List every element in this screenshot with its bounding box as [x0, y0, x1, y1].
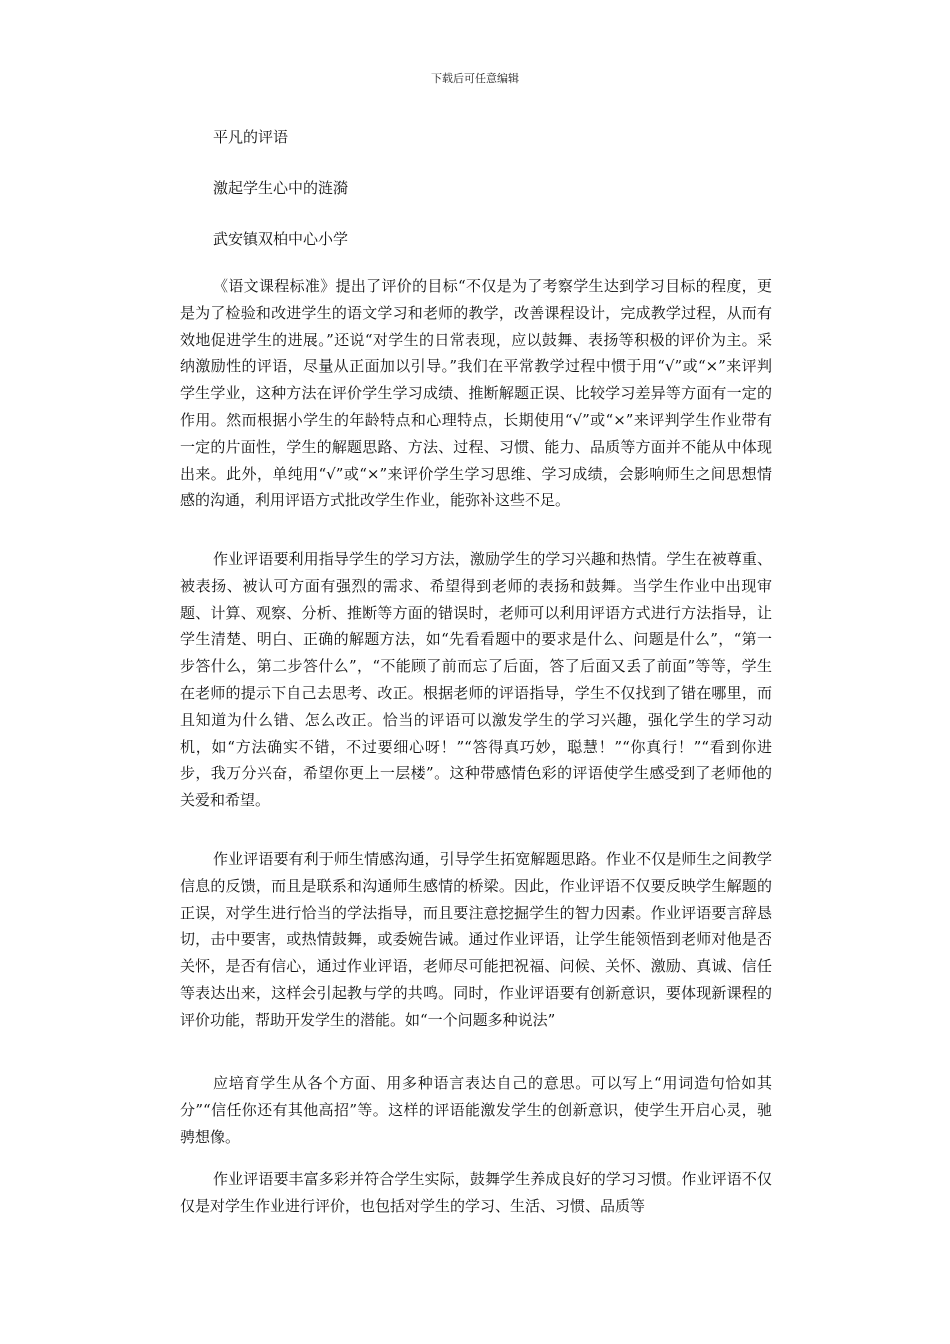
- paragraph-2: 作业评语要利用指导学生的学习方法，激励学生的学习兴趣和热情。学生在被尊重、被表扬、被认可方面有强烈的需求、希望得到老师的表扬和鼓舞。当学生作业中出现审题、计算、观察、分析、推断等方面的错误时，老师可以利用评语方式进行方法指导，让学生清楚、明白、正确的解题方法，如“先看看题中的要求是什么、问题是什么”，“第一步答什么，第二步答什么”，“不能顾了前而忘了后面，答了后面又丢了前面”等等，学生在老师的提示下自己去思考、改正。根据老师的评语指导，学生不仅找到了错在哪里，而且知道为什么错、怎么改正。恰当的评语可以激发学生的学习兴趣，强化学生的学习动机，如“方法确实不错，不过要细心呀！”“答得真巧妙，聪慧！”“你真行！”“看到你进步，我万分兴奋，希望你更上一层楼”。这种带感情色彩的评语使学生感受到了老师他的关爱和希望。: [180, 550, 772, 810]
- title-line-1: 平凡的评语: [213, 128, 289, 146]
- title-line-2: 激起学生心中的涟漪: [213, 179, 349, 197]
- paragraph-1: 《语文课程标准》提出了评价的目标“不仅是为了考察学生达到学习目标的程度，更是为了检验和改进学生的语文学习和老师的教学，改善课程设计，完成教学过程，从而有效地促进学生的进展。”还说“对学生的日常表现，应以鼓舞、表扬等积极的评价为主。采纳激励性的评语，尽量从正面加以引导。”我们在平常教学过程中惯于用“√”或“×”来评判学生学业，这种方法在评价学生学习成绩、推断解题正误、比较学习差异等方面有一定的作用。然而根据小学生的年龄特点和心理特点，长期使用“√”或“×”来评判学生作业带有一定的片面性，学生的解题思路、方法、过程、习惯、能力、品质等方面并不能从中体现出来。此外，单纯用“√”或“×”来评价学生学习思维、学习成绩，会影响师生之间思想情感的沟通，利用评语方式批改学生作业，能弥补这些不足。: [180, 277, 772, 510]
- title-line-3: 武安镇双柏中心小学: [213, 230, 349, 248]
- paragraph-5: 作业评语要丰富多彩并符合学生实际，鼓舞学生养成良好的学习习惯。作业评语不仅仅是对学生作业进行评价，也包括对学生的学习、生活、习惯、品质等: [180, 1170, 772, 1215]
- paragraph-4: 应培育学生从各个方面、用多种语言表达自己的意思。可以写上“用词造句恰如其分”“信任你还有其他高招”等。这样的评语能激发学生的创新意识，使学生开启心灵，驰骋想像。: [180, 1074, 772, 1146]
- paragraph-3: 作业评语要有利于师生情感沟通，引导学生拓宽解题思路。作业不仅是师生之间教学信息的反馈，而且是联系和沟通师生感情的桥梁。因此，作业评语不仅要反映学生解题的正误，对学生进行恰当的学法指导，而且要注意挖掘学生的智力因素。作业评语要言辞恳切，击中要害，或热情鼓舞，或委婉告诫。通过作业评语，让学生能领悟到老师对他是否关怀，是否有信心，通过作业评语，老师尽可能把祝福、问候、关怀、激励、真诚、信任等表达出来，这样会引起教与学的共鸣。同时，作业评语要有创新意识，要体现新课程的评价功能，帮助开发学生的潜能。如“一个问题多种说法”: [180, 850, 772, 1029]
- header-note: 下载后可任意编辑: [431, 72, 519, 85]
